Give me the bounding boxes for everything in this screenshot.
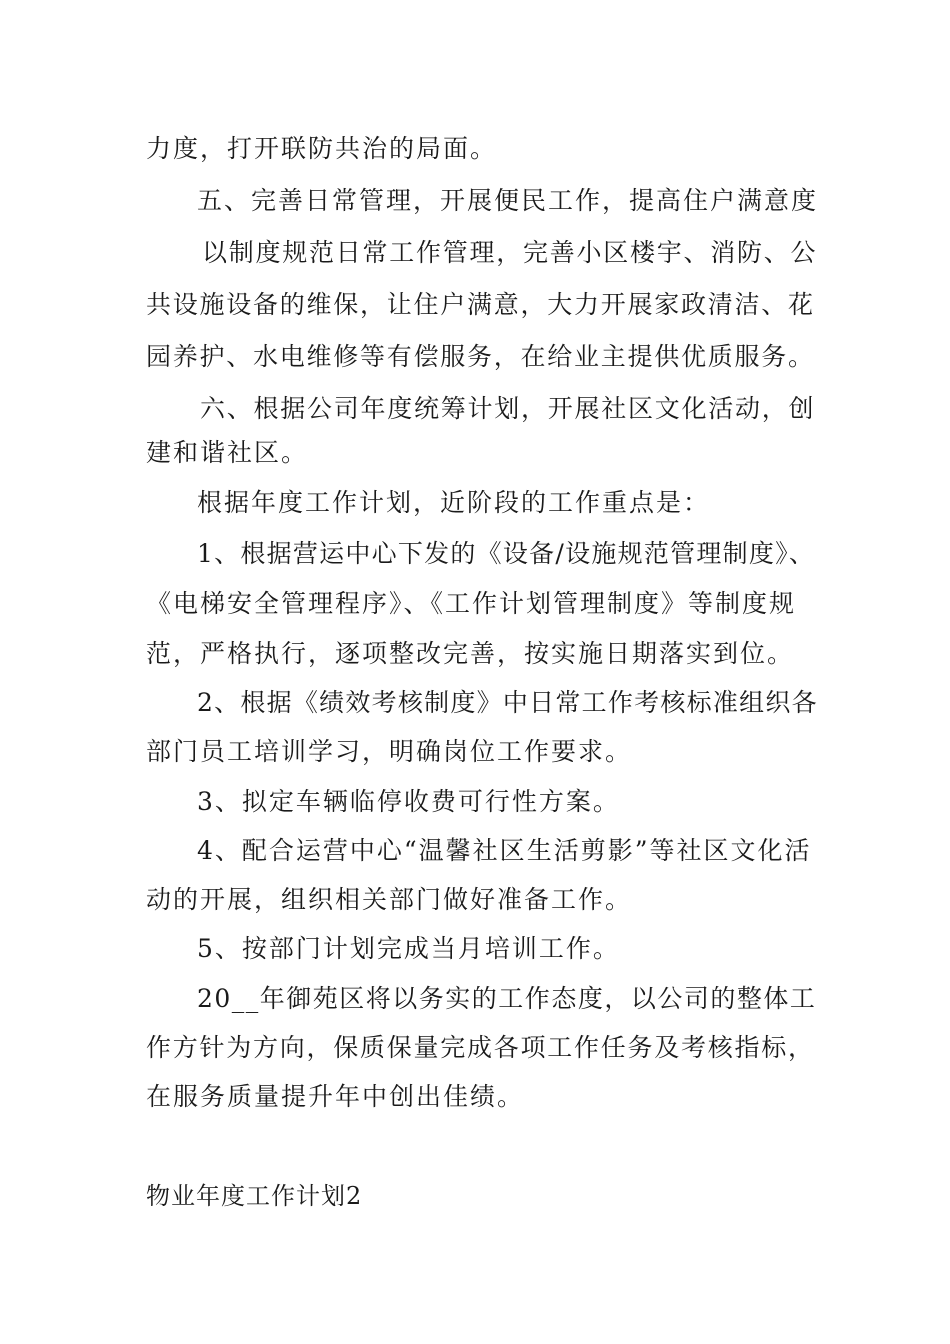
paragraph-line: 在服务质量提升年中创出佳绩。 bbox=[146, 1082, 525, 1111]
paragraph-line: 《电梯安全管理程序》、《工作计划管理制度》等制度规 bbox=[146, 589, 797, 618]
section-title: 物业年度工作计划2 bbox=[146, 1182, 363, 1210]
paragraph-line: 根据年度工作计划，近阶段的工作重点是： bbox=[197, 488, 711, 517]
paragraph-line: 部门员工培训学习，明确岗位工作要求。 bbox=[146, 737, 633, 766]
paragraph-line: 范，严格执行，逐项整改完善，按实施日期落实到位。 bbox=[146, 639, 795, 668]
paragraph-line: 力度，打开联防共治的局面。 bbox=[146, 134, 498, 163]
list-item: 4、配合运营中心“温馨社区生活剪影”等社区文化活 bbox=[197, 836, 812, 865]
section-heading: 六、根据公司年度统筹计划，开展社区文化活动，创 bbox=[200, 394, 816, 423]
list-item: 1、根据营运中心下发的《设备/设施规范管理制度》、 bbox=[197, 539, 816, 568]
paragraph-line: 动的开展，组织相关部门做好准备工作。 bbox=[146, 885, 633, 914]
paragraph-line: 20__年御苑区将以务实的工作态度，以公司的整体工 bbox=[197, 984, 817, 1013]
section-heading: 五、完善日常管理，开展便民工作，提高住户满意度 bbox=[197, 186, 819, 215]
list-item: 2、根据《绩效考核制度》中日常工作考核标准组织各 bbox=[197, 688, 818, 717]
paragraph-line: 建和谐社区。 bbox=[146, 438, 309, 467]
paragraph-line: 园养护、水电维修等有偿服务，在给业主提供优质服务。 bbox=[146, 342, 815, 371]
paragraph-line: 共设施设备的维保，让住户满意，大力开展家政清洁、花 bbox=[146, 290, 815, 319]
list-item: 5、按部门计划完成当月培训工作。 bbox=[197, 934, 620, 963]
list-item: 3、拟定车辆临停收费可行性方案。 bbox=[197, 787, 620, 816]
paragraph-line: 以制度规范日常工作管理，完善小区楼宇、消防、公 bbox=[202, 238, 818, 267]
paragraph-line: 作方针为方向，保质保量完成各项工作任务及考核指标， bbox=[146, 1033, 815, 1062]
